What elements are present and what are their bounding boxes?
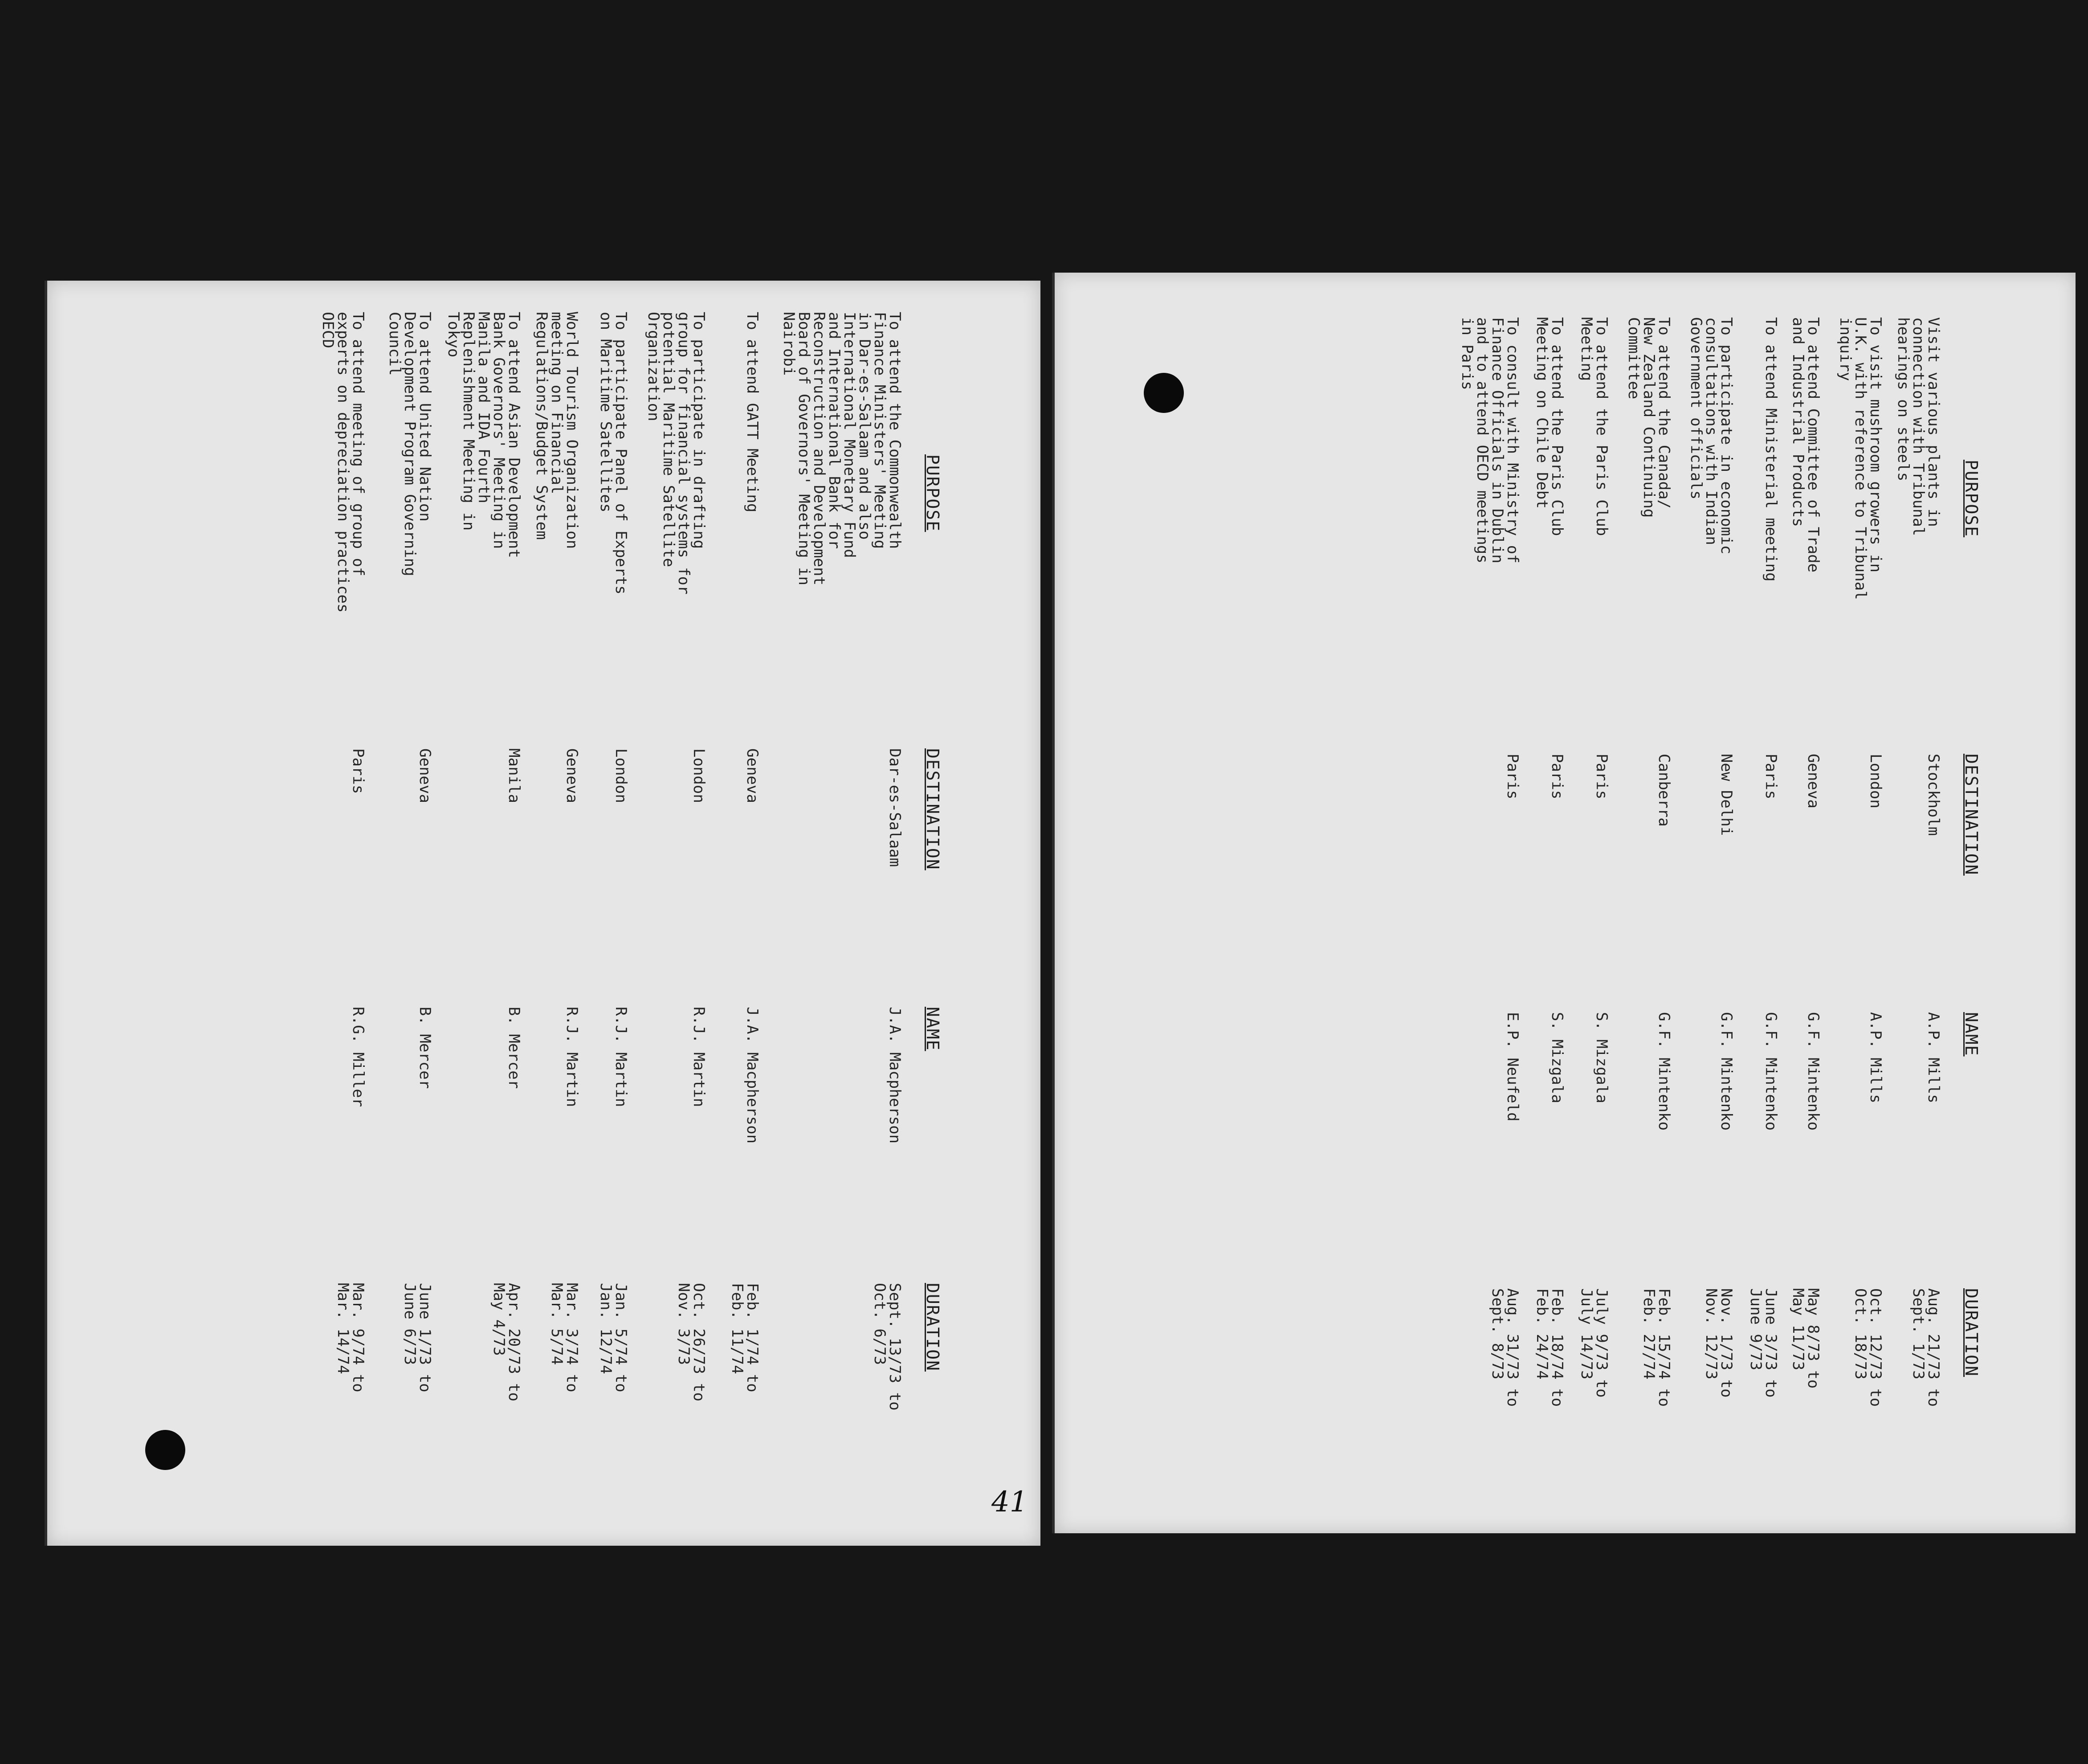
header-duration: DURATION	[923, 1283, 942, 1372]
purpose-cell: To participate in drafting group for financial systems for potential Maritime Satellite Organization	[644, 312, 708, 595]
destination-cell: Geneva	[1804, 754, 1822, 808]
destination-cell: Geneva	[743, 748, 761, 803]
table-row	[706, 312, 760, 1515]
header-destination: DESTINATION	[923, 748, 942, 870]
table-row	[366, 312, 432, 1515]
table-row	[1778, 317, 1821, 1520]
destination-cell: London	[612, 748, 630, 803]
duration-cell: Feb. 1/74 to Feb. 11/74	[728, 1283, 761, 1392]
duration-cell: Feb. 15/74 to Feb. 27/74	[1640, 1288, 1673, 1407]
destination-cell: Paris	[1762, 754, 1780, 800]
duration-cell: Aug. 21/73 to Sept. 1/73	[1909, 1288, 1942, 1407]
destination-cell: Geneva	[416, 748, 434, 803]
name-cell: B. Mercer	[505, 1007, 523, 1089]
header-destination: DESTINATION	[1962, 754, 1981, 876]
duration-cell: June 3/73 to June 9/73	[1747, 1288, 1780, 1398]
name-cell: G.F. Mintenko	[1717, 1012, 1735, 1131]
header-name: NAME	[1962, 1012, 1981, 1057]
header-duration: DURATION	[1962, 1288, 1981, 1377]
purpose-cell: To attend the Paris Club Meeting on Chile Debt	[1533, 317, 1566, 536]
purpose-cell: Visit various plants in connection with Tribunal hearings on steels	[1894, 317, 1942, 536]
name-cell: S. Mizgala	[1593, 1012, 1611, 1103]
name-cell: J.A. Macpherson	[886, 1007, 904, 1144]
destination-cell: London	[690, 748, 708, 803]
table-header	[1941, 317, 1981, 1520]
destination-cell: London	[1867, 754, 1884, 808]
name-cell: E.P. Neufeld	[1504, 1012, 1521, 1122]
duration-cell: June 1/73 to June 6/73	[401, 1283, 434, 1392]
page-number: 41	[991, 1486, 1028, 1519]
purpose-cell: To attend Asian Development Bank Governors' Meeting in Manila and IDA Fourth Replenishment Meeting in Tokyo	[445, 312, 523, 558]
duration-cell: May 8/73 to May 11/73	[1789, 1288, 1822, 1389]
table-row	[522, 312, 579, 1515]
purpose-cell: To attend meeting of group of experts on depreciation practices OECD	[319, 312, 367, 613]
header-name: NAME	[923, 1007, 942, 1051]
table-row	[579, 312, 628, 1515]
name-cell: G.F. Mintenko	[1762, 1012, 1780, 1131]
duration-cell: Aug. 31/73 to Sept. 8/73	[1489, 1288, 1521, 1407]
destination-cell: Stockholm	[1925, 754, 1942, 836]
name-cell: S. Mizgala	[1548, 1012, 1566, 1103]
purpose-cell: To attend the Commonwealth Finance Ministers' Meeting in Dar-es-Salaam and also International Monetary Fund and International Bank for Reconstruction and Development Board of Governors' Meeting in Nairobi	[780, 312, 904, 586]
table-row	[1734, 317, 1778, 1520]
name-cell: R.J. Martin	[563, 1007, 581, 1107]
purpose-cell: To attend Ministerial meeting	[1762, 317, 1780, 582]
duration-cell: Nov. 1/73 to Nov. 12/73	[1702, 1288, 1735, 1398]
name-cell: G.F. Mintenko	[1804, 1012, 1822, 1131]
destination-cell: Paris	[349, 748, 367, 794]
duration-cell: Sept. 13/73 to Oct. 6/73	[871, 1283, 904, 1411]
destination-cell: Geneva	[563, 748, 581, 803]
table-row	[1609, 317, 1672, 1520]
table-row	[308, 312, 366, 1515]
purpose-cell: To attend the Paris Club Meeting	[1578, 317, 1611, 536]
table-row	[1821, 317, 1883, 1520]
purpose-cell: To participate in economic consultations with Indian Government officials	[1687, 317, 1735, 555]
name-cell: B. Mercer	[416, 1007, 434, 1089]
duration-cell: Oct. 12/73 to Oct. 18/73	[1851, 1288, 1884, 1407]
duration-cell: Apr. 20/73 to May 4/73	[490, 1283, 523, 1402]
name-cell: R.J. Martin	[690, 1007, 708, 1107]
destination-cell: Dar-es-Salaam	[886, 748, 904, 867]
purpose-cell: To consult with Ministry of Finance Officials in Dublin and to attend OECD meetings in Paris	[1458, 317, 1521, 564]
duration-cell: Jan. 5/74 to Jan. 12/74	[597, 1283, 630, 1392]
table-row	[1565, 317, 1609, 1520]
name-cell: R.J. Martin	[612, 1007, 630, 1107]
destination-cell: Paris	[1504, 754, 1521, 800]
destination-cell: Paris	[1548, 754, 1566, 800]
table-row	[628, 312, 706, 1515]
duration-cell: July 9/73 to July 14/73	[1578, 1288, 1611, 1398]
name-cell: A.P. Mills	[1925, 1012, 1942, 1103]
destination-cell: Canberra	[1655, 754, 1673, 827]
header-purpose: PURPOSE	[1962, 460, 1981, 538]
purpose-cell: To participate Panel of Experts on Maritime Satellites	[597, 312, 630, 595]
purpose-cell: To attend Committee of Trade and Industrial Products	[1789, 317, 1822, 573]
punch-hole	[145, 1430, 185, 1470]
purpose-cell: World Tourism Organization meeting on Financial Regulations/Budget System	[533, 312, 581, 549]
duration-cell: Oct. 26/73 to Nov. 3/73	[675, 1283, 708, 1402]
duration-cell: Mar. 9/74 to Mar. 14/74	[334, 1283, 367, 1392]
table-row	[1520, 317, 1565, 1520]
page-41-table	[308, 312, 942, 1515]
name-cell: G.F. Mintenko	[1655, 1012, 1673, 1131]
purpose-cell: To visit mushroom growers in U.K. with reference to Tribunal inquiry	[1836, 317, 1884, 600]
table-row	[432, 312, 522, 1515]
duration-cell: Feb. 18/74 to Feb. 24/74	[1533, 1288, 1566, 1407]
page-42-table	[1449, 317, 1981, 1520]
destination-cell: Paris	[1593, 754, 1611, 800]
duration-cell: Mar. 3/74 to Mar. 5/74	[548, 1283, 581, 1392]
table-row	[1672, 317, 1734, 1520]
table-row	[760, 312, 902, 1515]
document-page-41	[45, 281, 1040, 1546]
purpose-cell: To attend GATT Meeting	[743, 312, 761, 513]
destination-cell: Manila	[505, 748, 523, 803]
table-row	[1883, 317, 1941, 1520]
punch-hole	[1144, 373, 1184, 413]
purpose-cell: To attend the Canada/ New Zealand Continuing Committee	[1625, 317, 1673, 518]
destination-cell: New Delhi	[1717, 754, 1735, 836]
header-purpose: PURPOSE	[923, 454, 942, 532]
document-page-42	[1052, 273, 2076, 1533]
name-cell: A.P. Mills	[1867, 1012, 1884, 1103]
table-header	[902, 312, 942, 1515]
name-cell: J.A. Macpherson	[743, 1007, 761, 1144]
purpose-cell: To attend United Nation Development Program Governing Council	[386, 312, 434, 576]
name-cell: R.G. Miller	[349, 1007, 367, 1107]
table-row	[1449, 317, 1520, 1520]
